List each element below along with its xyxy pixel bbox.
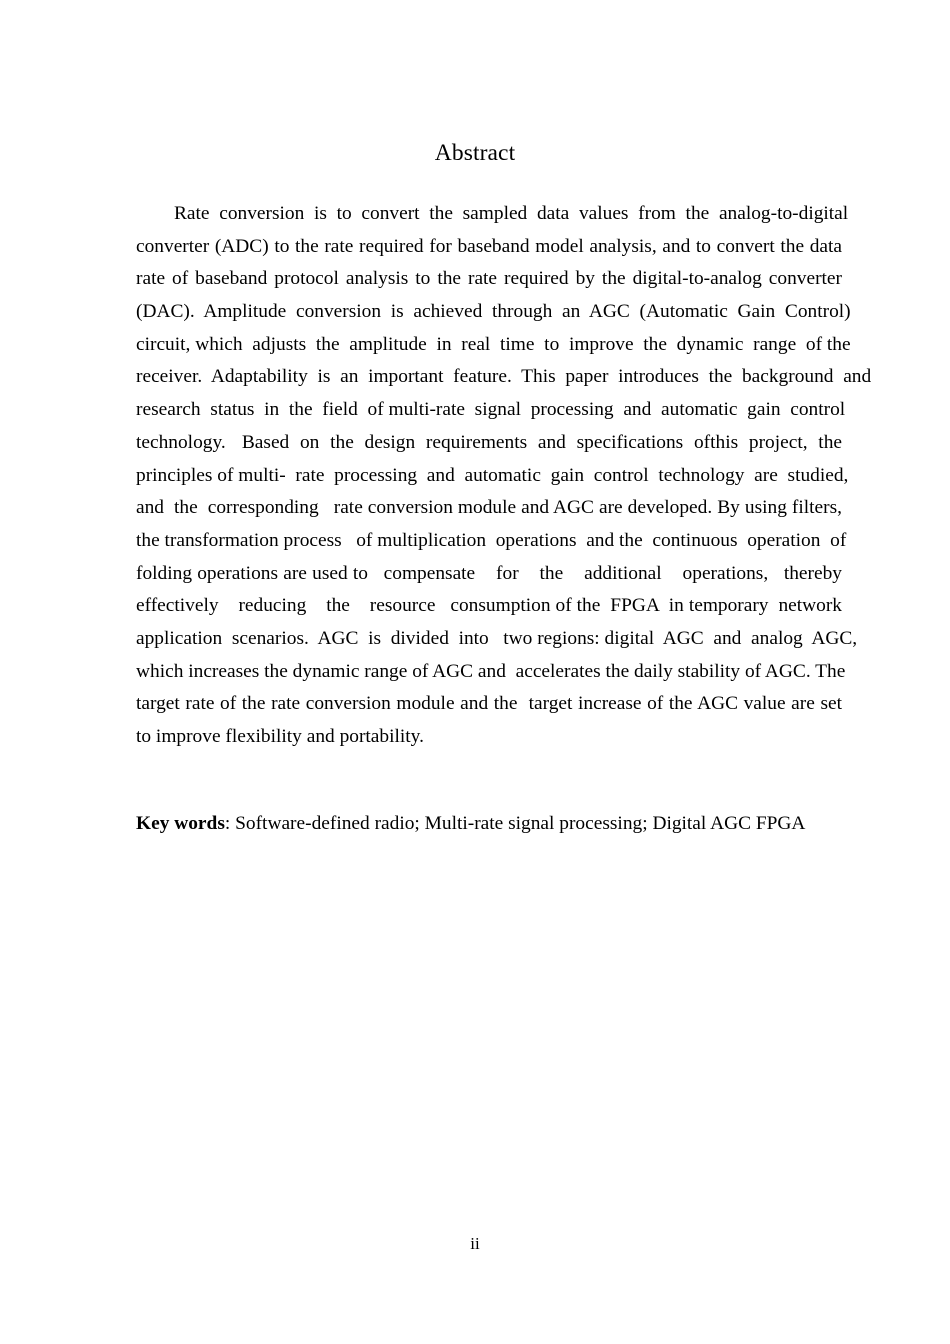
abstract-line-text: to improve flexibility and portability.: [136, 726, 424, 747]
keywords-separator: :: [224, 813, 236, 835]
abstract-line: [136, 263, 842, 296]
abstract-line: [136, 198, 849, 231]
abstract-line-text: converter (ADC) to the rate required for baseband model analysis, and to convert the data: [136, 235, 842, 257]
abstract-line: [136, 688, 842, 721]
page-number: ii: [470, 1234, 480, 1253]
abstract-line: [136, 329, 851, 362]
abstract-line: [136, 427, 842, 460]
abstract-line: [136, 296, 851, 329]
abstract-line: [136, 656, 846, 689]
abstract-line: [136, 394, 846, 427]
abstract-line-text: research status in the field of multi-rate signal processing and automatic gain control: [136, 399, 846, 421]
abstract-line-text: rate of baseband protocol analysis to the rate required by the digital-to-analog converter: [136, 268, 842, 290]
abstract-line: [136, 361, 872, 394]
abstract-line-text: receiver. Adaptability is an important feature. This paper introduces the background and: [136, 366, 872, 388]
abstract-line-text: which increases the dynamic range of AGC and accelerates the daily stability of AGC. The: [136, 660, 846, 682]
abstract-line-text: application scenarios. AGC is divided into two regions: digital AGC and analog AGC,: [136, 627, 858, 649]
keywords-line: [136, 808, 842, 841]
abstract-line: [136, 623, 858, 656]
keywords-value: Software-defined radio; Multi-rate signal processing; Digital AGC FPGA: [235, 813, 806, 835]
abstract-line: [136, 460, 849, 493]
abstract-line: [136, 558, 842, 591]
abstract-body: [136, 198, 872, 754]
abstract-line: [136, 492, 842, 525]
abstract-line-text: target rate of the rate conversion module and the target increase of the AGC value are set: [136, 693, 842, 715]
abstract-line-text: circuit, which adjusts the amplitude in real time to improve the dynamic range of the: [136, 333, 851, 355]
abstract-line-text: technology. Based on the design requirements and specifications ofthis project, the: [136, 431, 842, 453]
abstract-line-text: (DAC). Amplitude conversion is achieved through an AGC (Automatic Gain Control): [136, 301, 851, 323]
abstract-line-text: effectively reducing the resource consumption of the FPGA in temporary network: [136, 595, 842, 617]
abstract-line-text: principles of multi- rate processing and automatic gain control technology are studied,: [136, 464, 849, 486]
keywords-label: Key words: [136, 813, 225, 835]
abstract-line: [136, 231, 842, 264]
abstract-line-text: and the corresponding rate conversion module and AGC are developed. By using filters,: [136, 497, 842, 519]
abstract-line-text: folding operations are used to compensate for the additional operations, thereby: [136, 562, 842, 584]
abstract-line: [136, 590, 842, 623]
page-title: Abstract: [434, 139, 516, 166]
abstract-line: [136, 525, 847, 558]
abstract-line-text: Rate conversion is to convert the sampled data values from the analog-to-digital: [174, 203, 849, 224]
abstract-line: [136, 721, 842, 754]
abstract-line-text: the transformation process of multiplication operations and the continuous operation of: [136, 529, 847, 551]
